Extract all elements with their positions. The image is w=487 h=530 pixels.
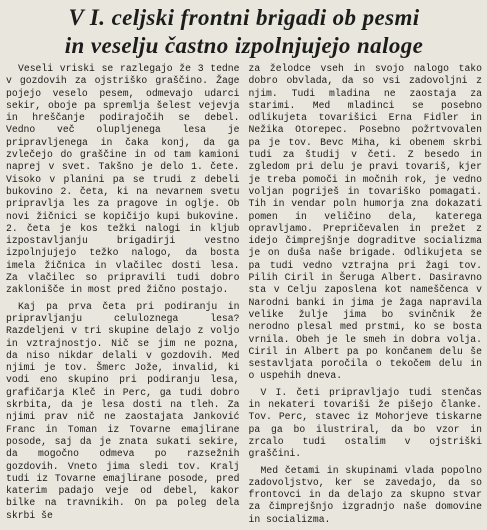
paragraph: za želodce vseh in svojo nalogo tako dobro obvlada, da so vsi zadovoljni z njim. Tudi mladina ne zaostaja za starimi. Med mladinci se posebno odlikujeta tovarišici Erna Fidler in Nežika Otorepec. Posebno požrtvovalen pa je tov. Bevc Miha, ki obenem skrbi tudi za študij v četi. Z besedo in zgledom pri delu je pravi tovariš, kjer je treba pomoči in močnih rok, je vedno voljan pogriješ in tovariško pomagati. Tih in vendar poln humorja zna dokazati pomen in veličino dela, katerega opravljamo. Prepričevalen in prežet z idejo čimprejšnje dograditve socializma je on duša naše brigade. Odlikujeta se pa tudi vedno vztrajna pri žagi tov. Pilih Ciril in Šeruga Albert. Dasiravno sta v Celju zaposlena kot nameščenca v Narodni banki in jima je žaga napravila velike žulje jima bo svinčnik že nerodno plesal med prstmi, ko se bosta vrnila. Obeh je le smeh in dobra volja. Ciril in Albert pa po končanem delu še sestavljata poročila o tekočem delu in o uspehih dneva.: [248, 63, 482, 382]
paragraph: Veseli vriski se razlegajo že 3 tedne v gozdovih za ojstriško graščino. Žage pojejo veselo pesem, odmevajo udarci sekir, oboje pa spremlja šelest vejevja in hreščanje podirajočih se debel. Vedno več olupljenega lesa je pripravljenega in čaka konj, da ga zvlečejo do graščine in od tam kamioni naprej v svet. Takšno je delo 1. čete. Visoko v planini pa se trudi z debeli bukovino 2. četa, ki na nevarnem svetu pripravlja les za pragove in oglje. Ob novi žičnici se kopičijo kupi bukovine. 2. četa je kos težki nalogi in kljub izpostavljanju brigadirji vestno izpolnjujejo težko nalogo, da bosta imela žičnica in vlačilec dosti lesa. Za vlačilec so pripravili tudi dobro zaklonišče in most pred žično postajo.: [6, 63, 240, 296]
right-column: [249, 63, 483, 530]
article-body: [6, 63, 482, 530]
paragraph: V I. četi pripravljajo tudi stenčas in nekateri tovariši že pišejo članke. Tov. Perc, stavec iz Mohorjeve tiskarne pa ga bo ilustriral, da bo vzor in zrcalo tudi ostalim v ojstriški graščini.: [248, 386, 482, 460]
paragraph: Kaj pa prva četa pri podiranju in pripravljanju celuloznega lesa? Razdeljeni v tri skupine delajo z voljo in vztrajnostjo. Nič se jim ne pozna, da niso nikdar delali v gozdovih. Med njimi je tov. Šmerc Jože, invalid, ki vodi eno skupino pri podiranju lesa, grafičarja Kleč in Perc, ga tudi dobro skrbita, da je lesa dosti na tleh. Za njimi prav nič ne zaostajata Janković Franc in Toman iz Tovarne emajlirane posode, saj da je znata sukati sekire, da mogočno odmeva po razsežnih gozdovih. Vneto jima sledi tov. Kralj tudi iz Tovarne emajlirane posode, pred katerim padajo veje od debel, kakor bilke na travnikih. On pa poleg dela skrbi še: [6, 300, 240, 521]
headline-line-2: in veselju častno izpolnjujejo naloge: [64, 33, 424, 58]
article-headline: [6, 4, 482, 60]
paragraph: Med četami in skupinami vlada popolno zadovoljstvo, ker se zavedajo, da so frontovci in da delajo za skupno stvar za čimprejšnjo izgradnjo naše domovine in socializma.: [248, 464, 482, 525]
headline-line-1: V I. celjski frontni brigadi ob pesmi: [68, 5, 420, 30]
left-column: [6, 63, 240, 530]
